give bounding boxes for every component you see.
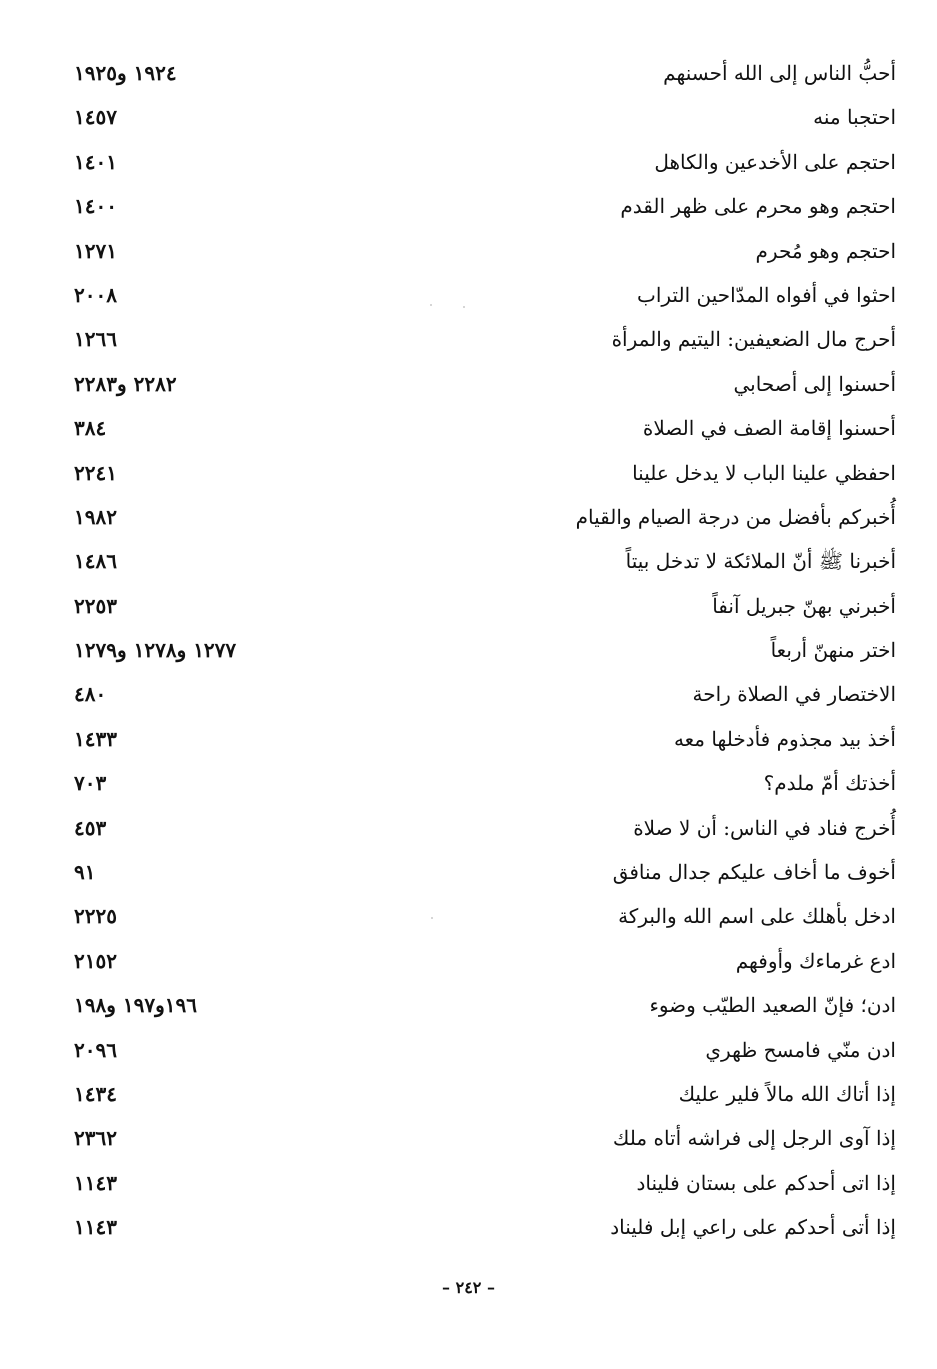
entry-phrase: احثوا في أفواه المدّاحين التراب (637, 282, 896, 307)
entry-reference-number: ٢٢٢٥ (74, 904, 117, 929)
scan-speck (463, 306, 465, 308)
entry-phrase: احتجم وهو مُحرم (755, 238, 896, 263)
entry-phrase: إذا أتى أحدكم على راعي إبل فليناد (610, 1215, 896, 1240)
index-entry (60, 363, 900, 407)
entry-phrase: أحسنوا إقامة الصف في الصلاة (642, 416, 896, 441)
index-entry (60, 1206, 900, 1250)
entry-reference-number: ١٤٥٧ (74, 105, 117, 130)
entry-phrase: ادخل بأهلك على اسم الله والبركة (618, 904, 896, 929)
entry-reference-number: ٧٠٣ (74, 771, 107, 796)
index-entry (60, 1029, 900, 1073)
index-entry (60, 185, 900, 229)
entry-phrase: ادن؛ فإنّ الصعيد الطيّب وضوء (649, 993, 896, 1018)
index-entry (60, 762, 900, 806)
entry-reference-number: ١٩٨٢ (74, 504, 117, 529)
entry-phrase: أحرج مال الضعيفين: اليتيم والمرأة (611, 327, 896, 352)
index-entry (60, 96, 900, 140)
entry-reference-number: ٢٢٨٢ و٢٢٨٣ (74, 371, 177, 396)
entry-phrase: الاختصار في الصلاة راحة (692, 682, 896, 707)
index-entry (60, 851, 900, 895)
entry-phrase: احتجبا منه (813, 105, 896, 130)
scan-speck (431, 917, 433, 919)
index-entry (60, 540, 900, 584)
entry-phrase: أحسنوا إلى أصحابي (733, 371, 896, 396)
entry-phrase: أحبُّ الناس إلى الله أحسنهم (663, 61, 896, 85)
index-entry (60, 1073, 900, 1117)
index-entry (60, 1117, 900, 1161)
entry-reference-number: ٢٣٦٢ (74, 1126, 117, 1151)
entry-phrase: أُخبركم بأفضل من درجة الصيام والقيام (575, 504, 896, 529)
index-entry (60, 452, 900, 496)
entry-phrase: احتجم على الأخدعين والكاهل (654, 149, 896, 174)
index-entry (60, 141, 900, 185)
entry-phrase: أخوف ما أخاف عليكم جدال منافق (612, 860, 896, 885)
entry-reference-number: ٩١ (74, 860, 96, 885)
entry-phrase: إذا اتى أحدكم على بستان فليناد (636, 1170, 896, 1195)
entry-reference-number: ٤٨٠ (74, 682, 107, 707)
index-entry (60, 230, 900, 274)
entry-reference-number: ١٤٣٣ (74, 726, 117, 751)
index-entry (60, 940, 900, 984)
entry-reference-number: ١٢٧١ (74, 238, 117, 263)
entry-phrase: احتجم وهو محرم على ظهر القدم (620, 194, 896, 219)
entry-phrase: احفظي علينا الباب لا يدخل علينا (632, 460, 896, 485)
entry-phrase: اختر منهنّ أربعاً (770, 638, 896, 663)
entry-reference-number: ٤٥٣ (74, 815, 107, 840)
entry-reference-number: ٣٨٤ (74, 416, 107, 441)
entry-reference-number: ٢٢٤١ (74, 460, 117, 485)
index-entry (60, 807, 900, 851)
entry-reference-number: ١١٤٣ (74, 1170, 117, 1195)
entry-reference-number: ١١٤٣ (74, 1215, 117, 1240)
index-entry (60, 984, 900, 1028)
scan-speck (430, 304, 432, 306)
entry-reference-number: ١٤٠١ (74, 149, 117, 174)
index-entry (60, 52, 900, 96)
index-entry (60, 718, 900, 762)
entry-phrase: أُخرج فناد في الناس: أن لا صلاة (633, 815, 896, 840)
entry-phrase: ادع غرماءك وأوفهم (735, 948, 896, 973)
entry-reference-number: ١٤٠٠ (74, 194, 117, 219)
hadith-index-list (60, 52, 900, 1251)
entry-reference-number: ١٢٧٧ و١٢٧٨ و١٢٧٩ (74, 638, 237, 663)
entry-reference-number: ١٢٦٦ (74, 327, 117, 352)
index-entry (60, 1162, 900, 1206)
index-entry (60, 318, 900, 362)
index-entry (60, 274, 900, 318)
entry-reference-number: ١٩٦و١٩٧ و١٩٨ (74, 993, 197, 1018)
entry-phrase: إذا أتاك الله مالاً فلير عليك (678, 1081, 896, 1106)
entry-phrase: أخذ بيد مجذوم فأدخلها معه (673, 726, 896, 751)
index-entry (60, 585, 900, 629)
entry-reference-number: ٢٠٩٦ (74, 1037, 117, 1062)
entry-reference-number: ٢١٥٢ (74, 948, 117, 973)
entry-phrase: أخذتك أمّ ملدم؟ (763, 771, 896, 796)
entry-reference-number: ٢٢٥٣ (74, 593, 117, 618)
page-number: – ٢٤٢ – (442, 1278, 495, 1297)
index-entry (60, 496, 900, 540)
entry-phrase: أخبرني بهنّ جبريل آنفاً (712, 593, 896, 618)
index-entry (60, 673, 900, 717)
entry-reference-number: ٢٠٠٨ (74, 282, 117, 307)
index-entry (60, 895, 900, 939)
entry-phrase: ادن منّي فامسح ظهري (705, 1037, 896, 1062)
entry-reference-number: ١٩٢٤ و١٩٢٥ (74, 61, 177, 85)
index-entry (60, 629, 900, 673)
entry-reference-number: ١٤٨٦ (74, 549, 117, 574)
entry-phrase: أخبرنا ﷺ أنّ الملائكة لا تدخل بيتاً (625, 549, 896, 574)
entry-phrase: إذا آوى الرجل إلى فراشه أتاه ملك (612, 1126, 896, 1151)
entry-reference-number: ١٤٣٤ (74, 1081, 117, 1106)
index-entry (60, 407, 900, 451)
